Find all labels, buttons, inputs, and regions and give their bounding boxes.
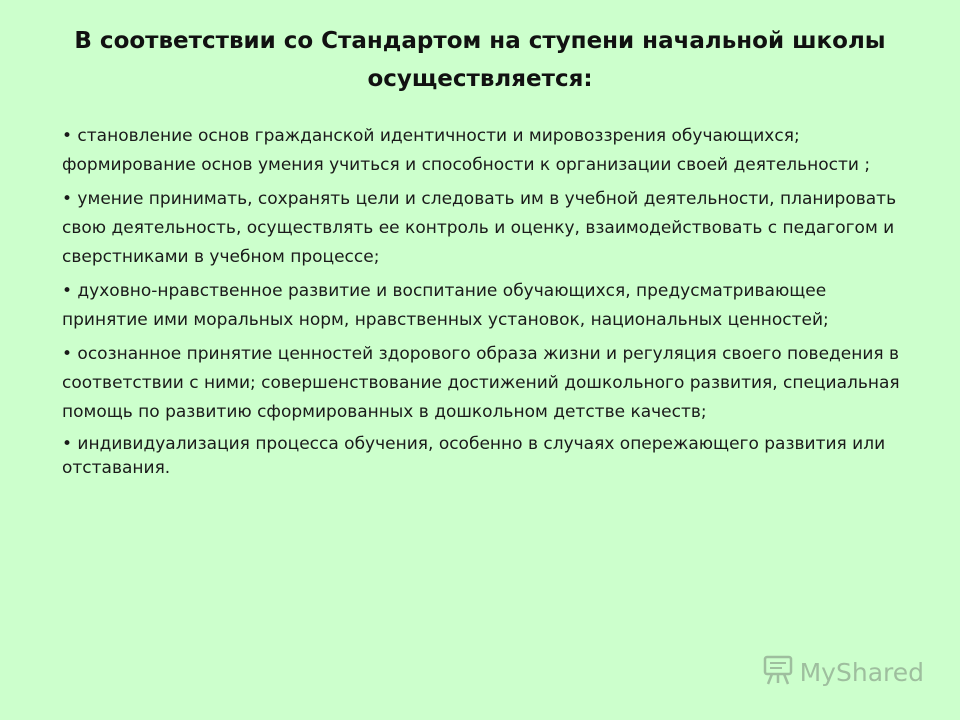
bullet-item-4: • осознанное принятие ценностей здорового образа жизни и регуляция своего поведения в соответствии с ними; совершенствование достижений дошкольного развития, специальная помощь по развитию сформированных в дошкольном детстве качеств; [62, 344, 900, 422]
slide-title: В соответствии со Стандартом на ступени начальной школы осуществляется: [74, 28, 886, 92]
presentation-board-icon [762, 653, 796, 692]
watermark-text: MyShared [799, 658, 924, 687]
bullet-item-5: • индивидуализация процесса обучения, особенно в случаях опережающего развития или отставания. [62, 434, 886, 478]
watermark [762, 653, 924, 692]
bullet-item-2: • умение принимать, сохранять цели и следовать им в учебной деятельности, планировать свою деятельность, осуществлять ее контроль и оценку, взаимодействовать с педагогом и сверстниками в учебном процессе; [62, 189, 897, 267]
bullet-item-3: • духовно-нравственное развитие и воспитание обучающихся, предусматривающее принятие ими моральных норм, нравственных установок, национальных ценностей; [62, 281, 829, 330]
bullet-item-1: • становление основ гражданской идентичности и мировоззрения обучающихся; формирование основ умения учиться и способности к организации своей деятельности ; [62, 126, 871, 175]
bullet-list [62, 122, 912, 485]
